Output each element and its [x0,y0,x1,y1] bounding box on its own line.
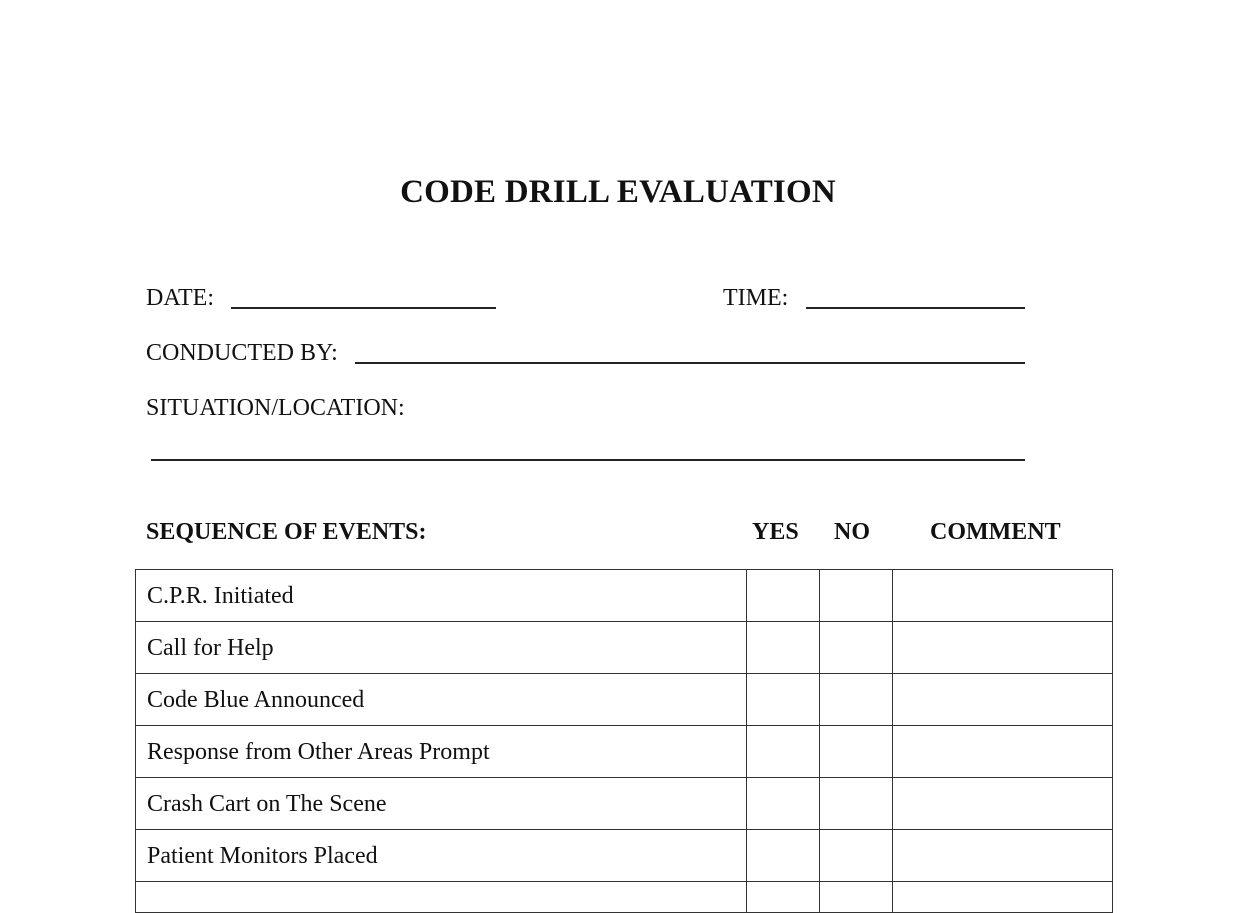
comment-cell[interactable] [893,778,1113,830]
table-row [136,622,1113,674]
yes-cell[interactable] [747,830,820,882]
yes-cell[interactable] [747,778,820,830]
situation-location-label: SITUATION/LOCATION: [146,395,405,421]
event-label: C.P.R. Initiated [136,570,747,622]
comment-cell[interactable] [893,830,1113,882]
event-label: Call for Help [136,622,747,674]
no-column-header: NO [834,519,870,545]
no-cell[interactable] [820,674,893,726]
comment-cell[interactable] [893,882,1113,913]
no-cell[interactable] [820,778,893,830]
table-row [136,674,1113,726]
table-row [136,726,1113,778]
situation-location-field[interactable] [151,459,1025,461]
comment-cell[interactable] [893,570,1113,622]
comment-column-header: COMMENT [930,519,1061,545]
time-label: TIME: [723,285,789,311]
table-row [136,882,1113,913]
yes-cell[interactable] [747,570,820,622]
table-row [136,830,1113,882]
comment-cell[interactable] [893,726,1113,778]
sequence-of-events-heading: SEQUENCE OF EVENTS: [146,519,427,545]
comment-cell[interactable] [893,674,1113,726]
date-field[interactable] [231,307,496,309]
yes-cell[interactable] [747,726,820,778]
event-label: Crash Cart on The Scene [136,778,747,830]
time-field[interactable] [806,307,1025,309]
conducted-by-field[interactable] [355,362,1025,364]
event-label: Patient Monitors Placed [136,830,747,882]
event-label [136,882,747,913]
table-row [136,778,1113,830]
date-label: DATE: [146,285,214,311]
no-cell[interactable] [820,622,893,674]
yes-cell[interactable] [747,882,820,913]
sequence-of-events-table [135,569,1113,913]
comment-cell[interactable] [893,622,1113,674]
no-cell[interactable] [820,570,893,622]
no-cell[interactable] [820,726,893,778]
event-label: Code Blue Announced [136,674,747,726]
yes-column-header: YES [752,519,799,545]
yes-cell[interactable] [747,674,820,726]
no-cell[interactable] [820,882,893,913]
table-row [136,570,1113,622]
event-label: Response from Other Areas Prompt [136,726,747,778]
page-title: CODE DRILL EVALUATION [400,174,836,210]
yes-cell[interactable] [747,622,820,674]
no-cell[interactable] [820,830,893,882]
conducted-by-label: CONDUCTED BY: [146,340,338,366]
